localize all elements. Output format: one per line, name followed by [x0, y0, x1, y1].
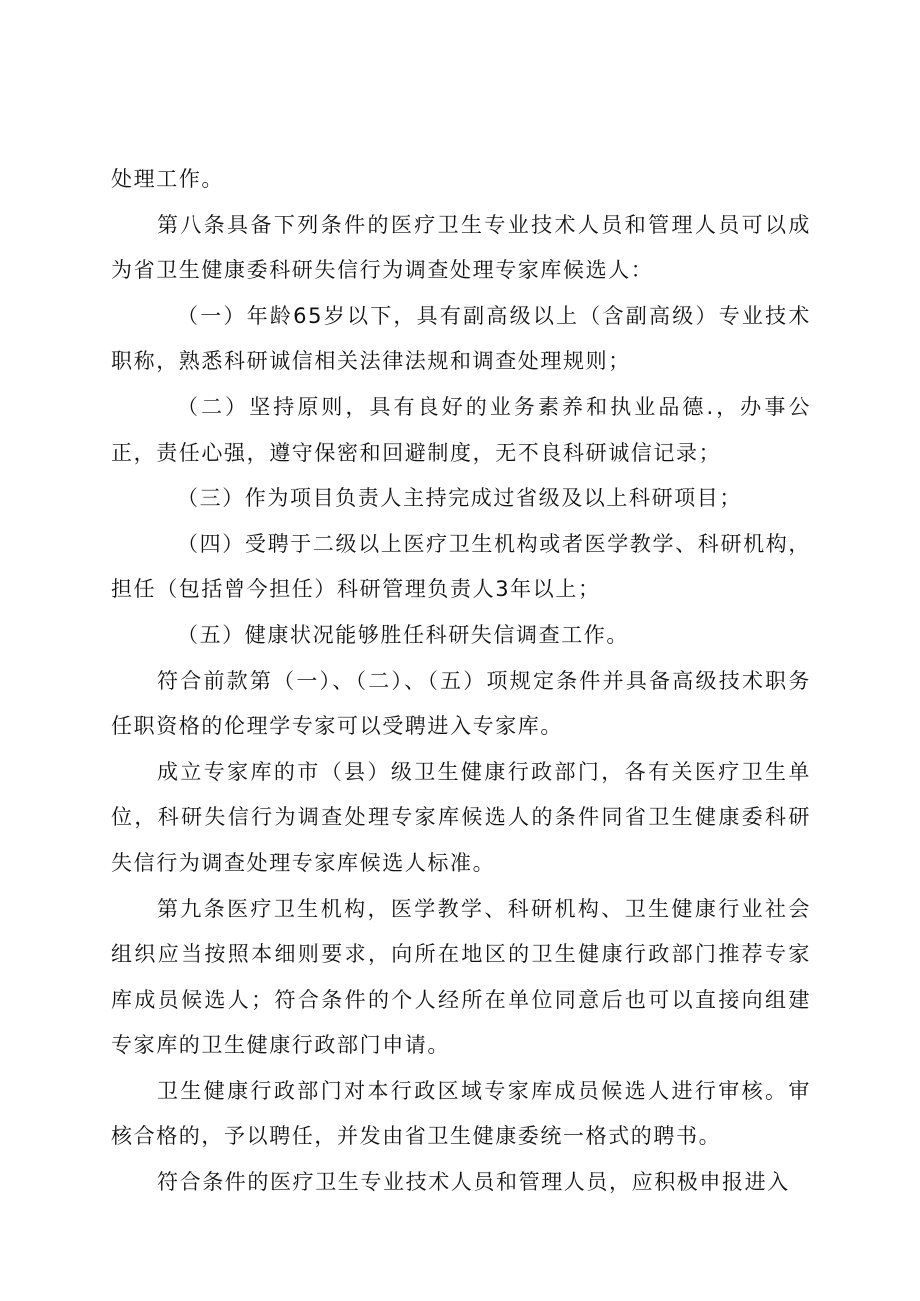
paragraph-review: 卫生健康行政部门对本行政区域专家库成员候选人进行审核。审核合格的，予以聘任，并发由省卫生健康委统一格式的聘书。: [111, 1078, 811, 1149]
document-body: [111, 157, 811, 1206]
paragraph-item-4: （四）受聘于二级以上医疗卫生机构或者医学教学、科研机构，担任（包括曾今担任）科研管理负责人3年以上；: [111, 531, 811, 602]
paragraph-article-9: 第九条医疗卫生机构，医学教学、科研机构、卫生健康行业社会组织应当按照本细则要求，向所在地区的卫生健康行政部门推荐专家库成员候选人；符合条件的个人经所在单位同意后也可以直接向组建专家库的卫生健康行政部门申请。: [111, 896, 811, 1058]
paragraph-ethics-experts: 符合前款第（一）、（二）、（五）项规定条件并具备高级技术职务任职资格的伦理学专家可以受聘进入专家库。: [111, 668, 811, 739]
paragraph-item-2: （二）坚持原则，具有良好的业务素养和执业品德.，办事公正，责任心强，遵守保密和回避制度，无不良科研诚信记录；: [111, 394, 811, 465]
paragraph-apply: 符合条件的医疗卫生专业技术人员和管理人员，应积极申报进入: [157, 1170, 790, 1195]
paragraph-article-8: 第八条具备下列条件的医疗卫生专业技术人员和管理人员可以成为省卫生健康委科研失信行为调查处理专家库候选人：: [111, 212, 811, 283]
paragraph-item-3: （三）作为项目负责人主持完成过省级及以上科研项目；: [177, 486, 742, 511]
paragraph-continuation: 处理工作。: [111, 167, 224, 191]
paragraph-local-expert-pool: 成立专家库的市（县）级卫生健康行政部门，各有关医疗卫生单位，科研失信行为调查处理专家库候选人的条件同省卫生健康委科研失信行为调查处理专家库候选人标准。: [111, 759, 811, 875]
paragraph-item-5: （五）健康状况能够胜任科研失信调查工作。: [177, 622, 629, 647]
paragraph-item-1: （一）年龄65岁以下，具有副高级以上（含副高级）专业技术职称，熟悉科研诚信相关法律法规和调查处理规则；: [111, 303, 811, 374]
